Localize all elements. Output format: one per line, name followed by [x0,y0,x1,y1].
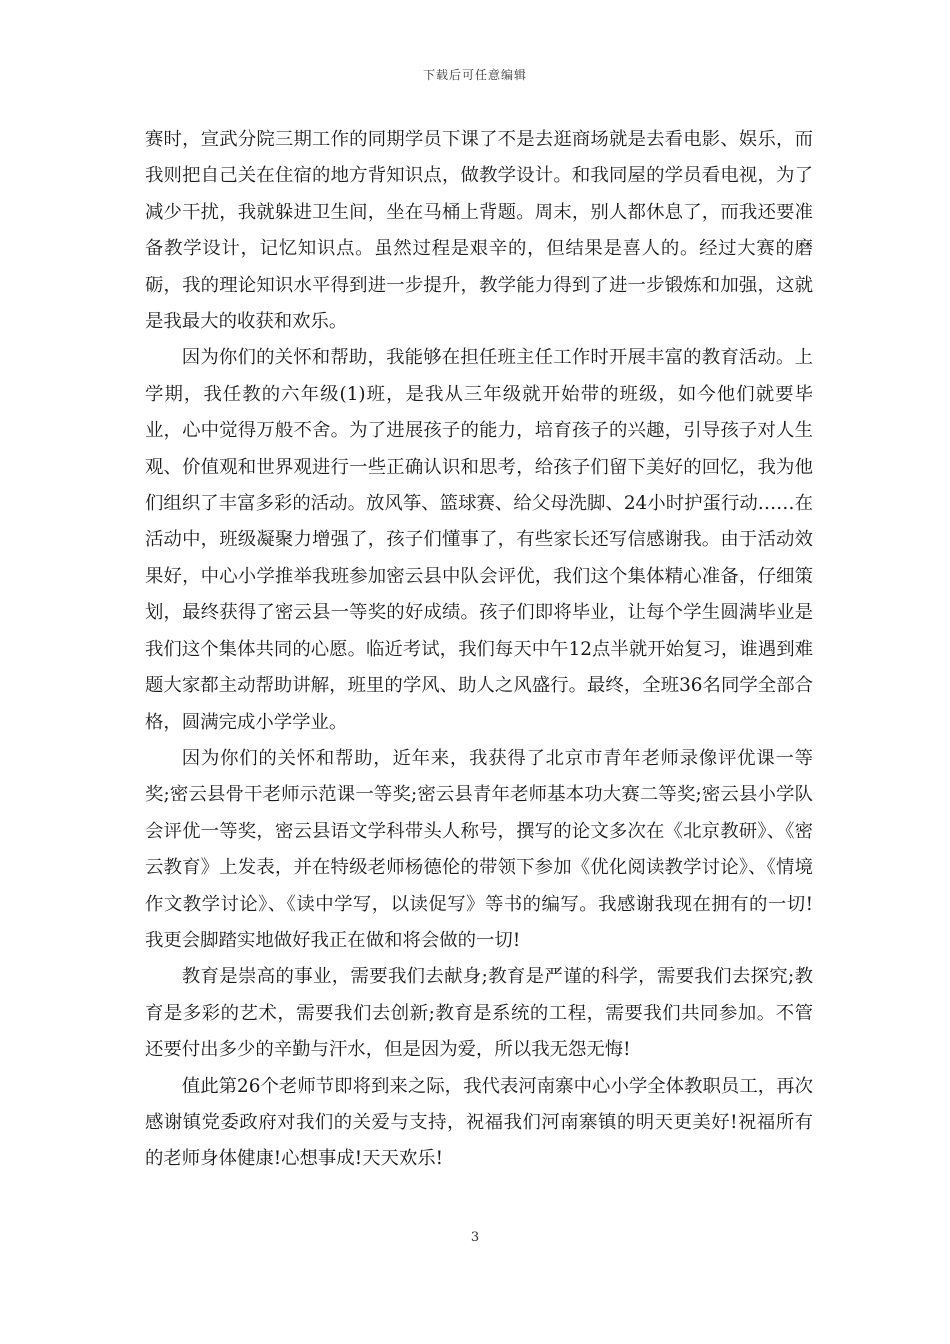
header-note: 下载后可任意编辑 [422,68,527,82]
paragraph-awards: 因为你们的关怀和帮助，近年来，我获得了北京市青年老师录像评优课一等奖;密云县骨干老师示范课一等奖;密云县青年老师基本功大赛二等奖;密云县小学队会评优一等奖，密云县语文学科带头人称号，撰写的论文多次在《北京教研》、《密云教育》上发表，并在特级老师杨德伦的带领下参加《优化阅读教学讨论》、《情境作文教学讨论》、《读中学写，以读促写》等书的编写。我感谢我现在拥有的一切!我更会脚踏实地做好我正在做和将会做的一切! [145,747,813,951]
paragraph-class-activities: 因为你们的关怀和帮助，我能够在担任班主任工作时开展丰富的教育活动。上学期，我任教的六年级(1)班，是我从三年级就开始带的班级，如今他们就要毕业，心中觉得万般不舍。为了进展孩子的能力，培育孩子的兴趣，引导孩子对人生观、价值观和世界观进行一些正确认识和思考，给孩子们留下美好的回忆，我为他们组织了丰富多彩的活动。放风筝、篮球赛、给父母洗脚、24小时护蛋行动……在活动中，班级凝聚力增强了，孩子们懂事了，有些家长还写信感谢我。由于活动效果好，中心小学推举我班参加密云县中队会评优，我们这个集体精心准备，仔细策划，最终获得了密云县一等奖的好成绩。孩子们即将毕业，让每个学生圆满毕业是我们这个集体共同的心愿。临近考试，我们每天中午12点半就开始复习，谁遇到难题大家都主动帮助讲解，班里的学风、助人之风盛行。最终，全班36名同学全部合格，圆满完成小学学业。 [145,347,813,733]
paragraph-closing: 值此第26个老师节即将到来之际，我代表河南寨中心小学全体教职员工，再次感谢镇党委政府对我们的关爱与支持，祝福我们河南寨镇的明天更美好!祝福所有的老师身体健康!心想事成!天天欢乐! [145,1075,813,1170]
page-number: 3 [470,1230,480,1245]
body-text [145,122,813,1178]
paragraph-education: 教育是崇高的事业，需要我们去献身;教育是严谨的科学，需要我们去探究;教育是多彩的艺术，需要我们去创新;教育是系统的工程，需要我们共同参加。不管还要付出多少的辛勤与汗水，但是因为爱，所以我无怨无悔! [145,966,813,1061]
paragraph-continued: 赛时，宣武分院三期工作的同期学员下课了不是去逛商场就是去看电影、娱乐，而我则把自己关在住宿的地方背知识点，做教学设计。和我同屋的学员看电视，为了减少干扰，我就躲进卫生间，坐在马桶上背题。周末，别人都休息了，而我还要准备教学设计，记忆知识点。虽然过程是艰辛的，但结果是喜人的。经过大赛的磨砺，我的理论知识水平得到进一步提升，教学能力得到了进一步锻炼和加强，这就是我最大的收获和欢乐。 [145,129,813,333]
